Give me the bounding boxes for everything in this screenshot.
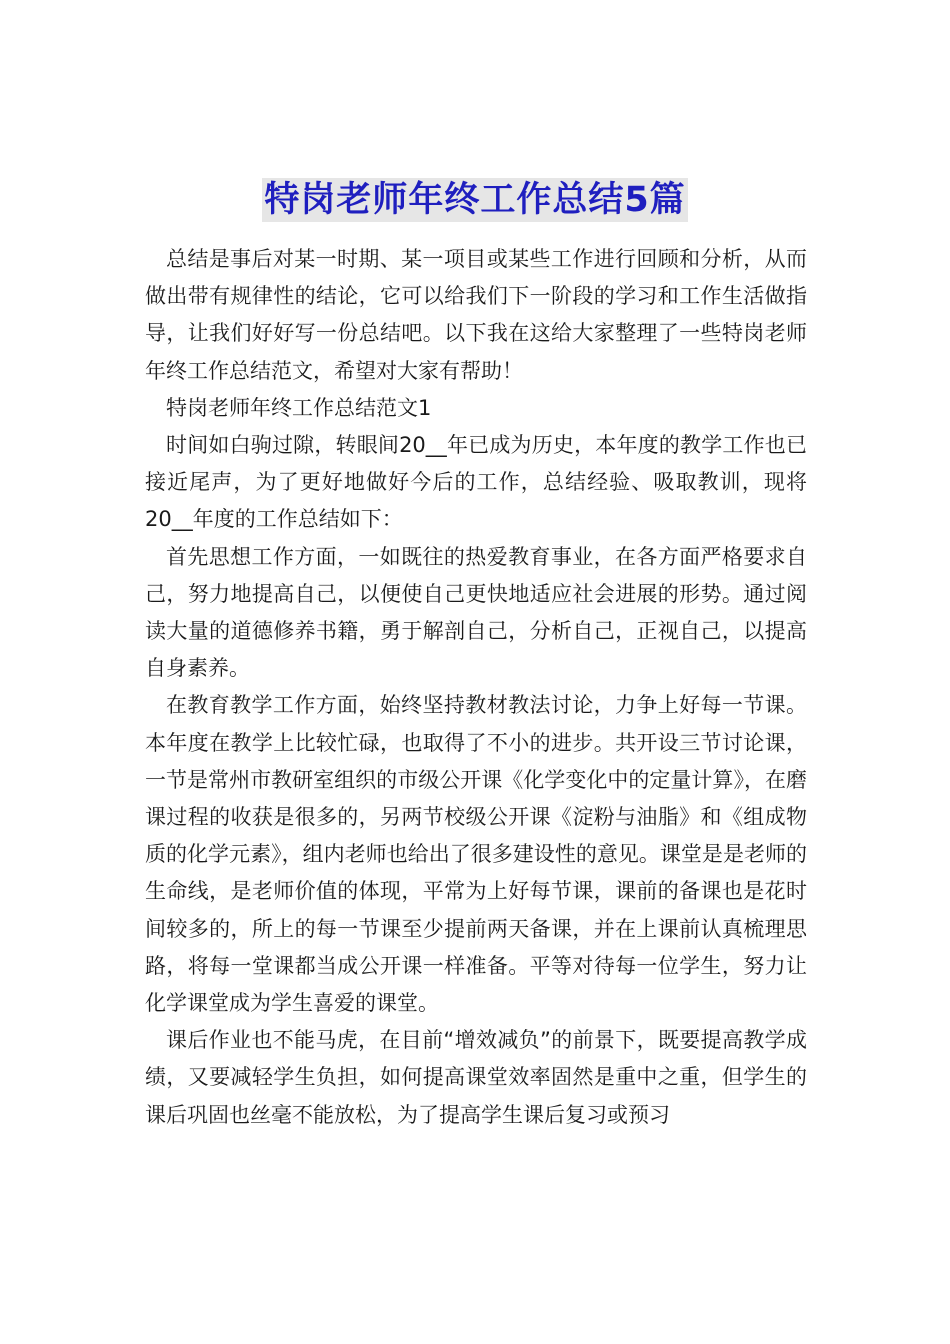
body-paragraph: 课后作业也不能马虎，在目前“增效减负”的前景下，既要提高教学成绩，又要减轻学生负担，如何提高课堂效率固然是重中之重，但学生的课后巩固也丝毫不能放松，为了提高学生课后复习或预习 (145, 1028, 807, 1127)
section-heading: 特岗老师年终工作总结范文1 (166, 395, 432, 420)
body-paragraph: 首先思想工作方面，一如既往的热爱教育事业，在各方面严格要求自己，努力地提高自己，以便使自己更快地适应社会进展的形势。通过阅读大量的道德修养书籍，勇于解剖自己，分析自己，正视自己，以提高自身素养。 (145, 544, 807, 681)
body-paragraph: 在教育教学工作方面，始终坚持教材教法讨论，力争上好每一节课。本年度在教学上比较忙碌，也取得了不小的进步。共开设三节讨论课，一节是常州市教研室组织的市级公开课《化学变化中的定量计算》，在磨课过程的收获是很多的，另两节校级公开课《淀粉与油脂》和《组成物质的化学元素》，组内老师也给出了很多建设性的意见。课堂是是老师的生命线，是老师价值的体现，平常为上好每节课，课前的备课也是花时间较多的，所上的每一节课至少提前两天备课，并在上课前认真梳理思路，将每一堂课都当成公开课一样准备。平等对待每一位学生，努力让化学课堂成为学生喜爱的课堂。 (145, 693, 807, 1016)
title-container (0, 178, 950, 222)
document-body (145, 241, 807, 1134)
body-paragraph: 时间如白驹过隙，转眼间20__年已成为历史，本年度的教学工作也已接近尾声，为了更好地做好今后的工作，总结经验、吸取教训，现将20__年度的工作总结如下： (145, 433, 807, 532)
intro-paragraph: 总结是事后对某一时期、某一项目或某些工作进行回顾和分析，从而做出带有规律性的结论，它可以给我们下一阶段的学习和工作生活做指导，让我们好好写一份总结吧。以下我在这给大家整理了一些特岗老师年终工作总结范文，希望对大家有帮助！ (145, 247, 807, 383)
document-title: 特岗老师年终工作总结5篇 (264, 180, 686, 220)
